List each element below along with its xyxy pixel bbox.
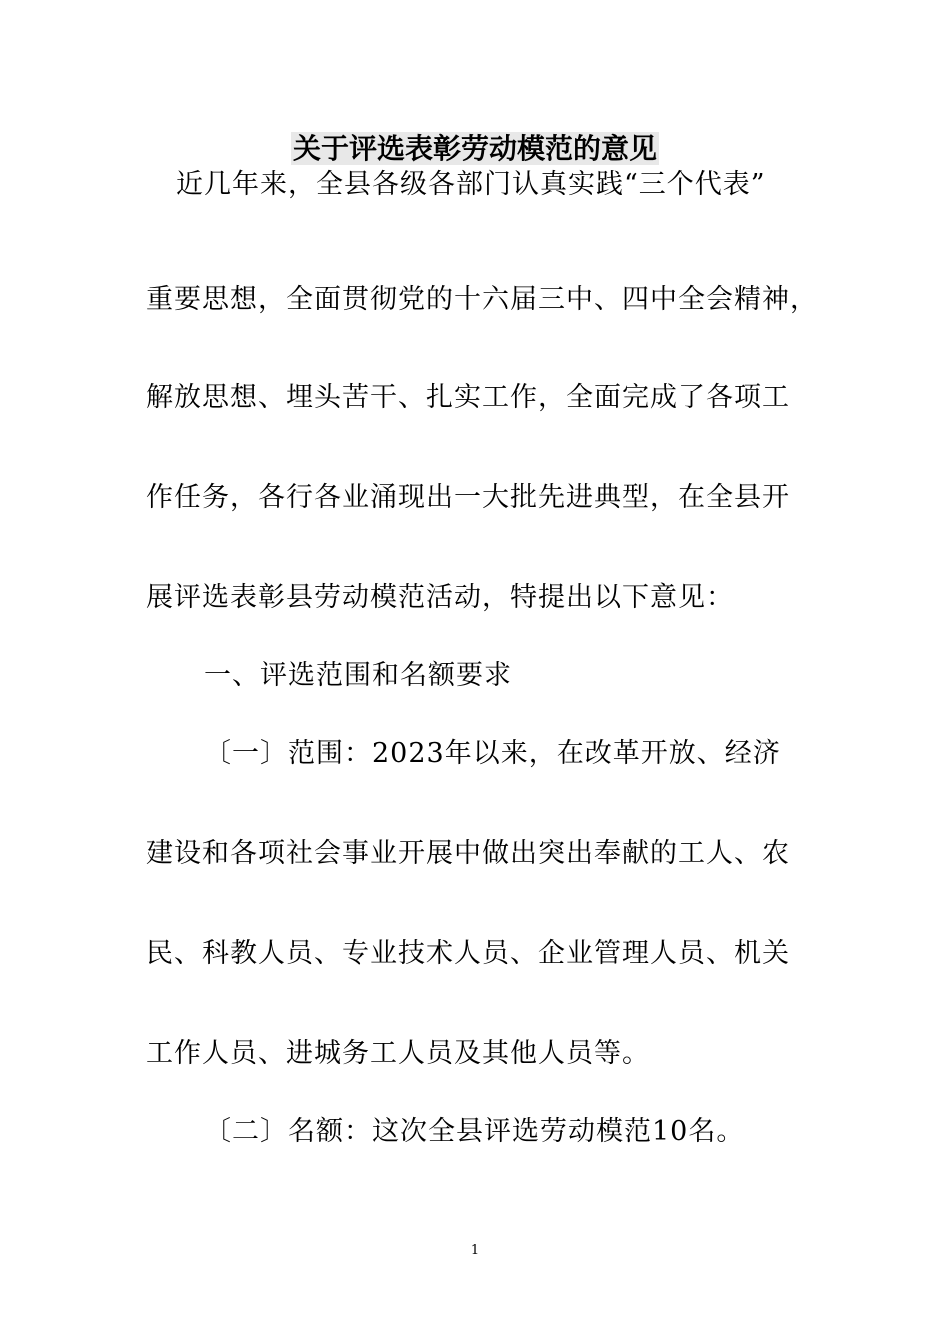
paragraph-line: 〔二〕名额：这次全县评选劳动模范10名。 bbox=[204, 1116, 745, 1147]
paragraph-line: 重要思想，全面贯彻党的十六届三中、四中全会精神， bbox=[146, 284, 818, 315]
paragraph-line: 展评选表彰县劳动模范活动，特提出以下意见： bbox=[146, 582, 734, 613]
page-number: 1 bbox=[470, 1243, 480, 1258]
section-heading: 一、评选范围和名额要求 bbox=[204, 660, 512, 691]
paragraph-line: 〔一〕范围：2023年以来，在改革开放、经济 bbox=[204, 738, 781, 769]
paragraph-line: 民、科教人员、专业技术人员、企业管理人员、机关 bbox=[146, 938, 790, 969]
document-title bbox=[0, 128, 950, 170]
paragraph-line: 作任务，各行各业涌现出一大批先进典型，在全县开 bbox=[146, 482, 790, 513]
paragraph-line: 近几年来，全县各级各部门认真实践“三个代表” bbox=[176, 169, 766, 200]
document-title-text: 关于评选表彰劳动模范的意见 bbox=[292, 132, 657, 165]
paragraph-line: 工作人员、进城务工人员及其他人员等。 bbox=[146, 1038, 650, 1069]
paragraph-line: 解放思想、埋头苦干、扎实工作，全面完成了各项工 bbox=[146, 382, 790, 413]
paragraph-line: 建设和各项社会事业开展中做出突出奉献的工人、农 bbox=[146, 838, 790, 869]
